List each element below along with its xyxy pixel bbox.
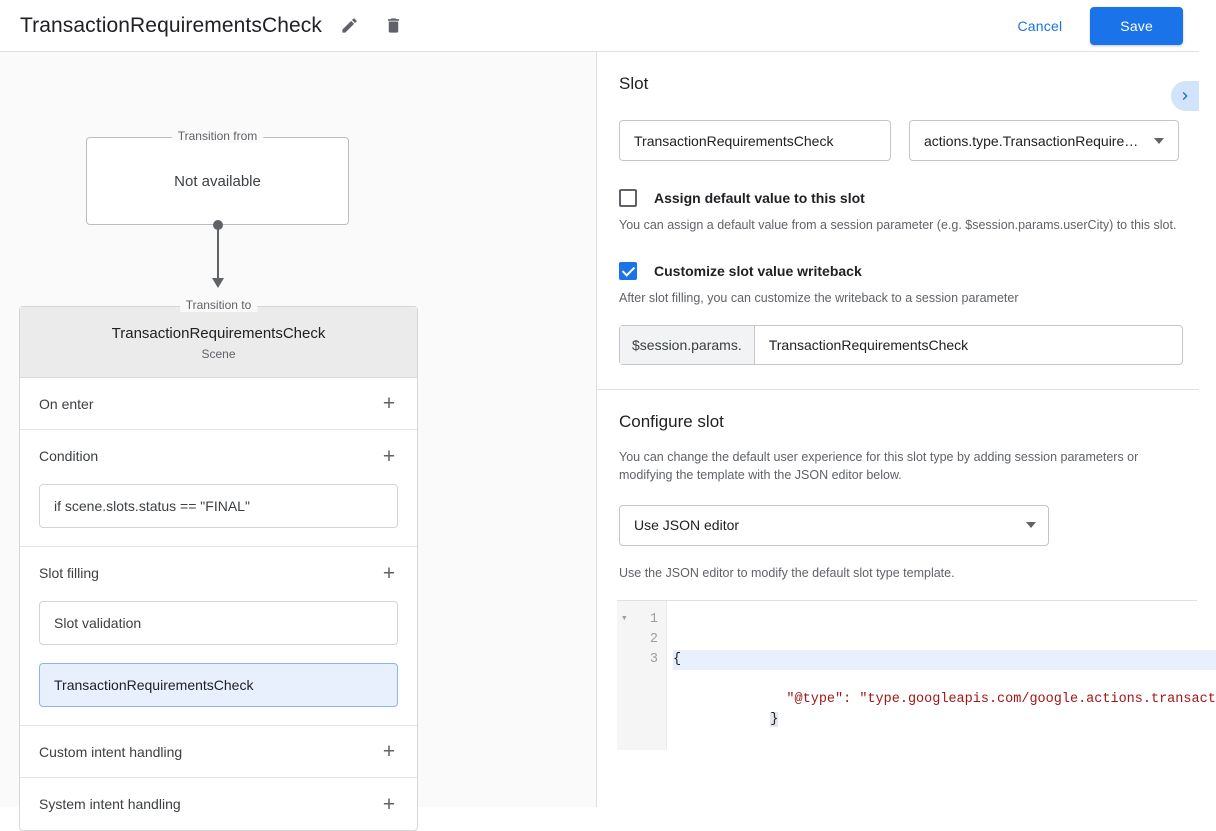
- configure-slot-title: Configure slot: [619, 412, 724, 432]
- editor-code[interactable]: [667, 601, 1216, 750]
- writeback-field[interactable]: [619, 325, 1183, 365]
- assign-default-value-label: Assign default value to this slot: [654, 190, 865, 206]
- section-on-enter[interactable]: [20, 378, 417, 430]
- main-body: [0, 52, 1216, 816]
- slot-fields-row: [619, 120, 1179, 161]
- customize-writeback-help: After slot filling, you can customize the writeback to a session parameter: [619, 291, 1019, 306]
- json-editor[interactable]: [617, 600, 1216, 750]
- scene-header[interactable]: [20, 307, 417, 378]
- graph-connector: [217, 220, 219, 296]
- section-title-condition: Condition: [39, 448, 99, 464]
- add-custom-intent-icon[interactable]: +: [382, 740, 396, 763]
- condition-item[interactable]: if scene.slots.status == "FINAL": [39, 484, 398, 528]
- cancel-button[interactable]: Cancel: [1004, 9, 1077, 43]
- editor-gutter: [617, 601, 667, 750]
- transition-from-node[interactable]: [86, 129, 349, 225]
- scene-type: Scene: [201, 347, 236, 361]
- slot-name-input[interactable]: TransactionRequirementsCheck: [619, 120, 891, 161]
- editor-mode-value: Use JSON editor: [634, 517, 740, 533]
- section-title-on-enter: On enter: [39, 395, 94, 412]
- scene-card: [19, 298, 418, 831]
- page-title: TransactionRequirementsCheck: [20, 13, 322, 37]
- chevron-down-icon: [1154, 138, 1164, 144]
- transition-from-value: Not available: [174, 172, 261, 190]
- add-condition-icon[interactable]: +: [382, 444, 396, 468]
- section-system-intent-handling[interactable]: [20, 778, 417, 830]
- connector-arrow: [212, 278, 224, 288]
- chevron-down-icon: [1026, 522, 1036, 528]
- fold-toggle-icon[interactable]: ▾: [621, 612, 628, 625]
- customize-writeback-checkbox[interactable]: [619, 262, 637, 280]
- writeback-prefix: $session.params.: [620, 326, 755, 364]
- add-slot-filling-icon[interactable]: +: [382, 561, 396, 585]
- transition-from-label: Transition from: [172, 129, 264, 143]
- editor-mode-select[interactable]: [619, 505, 1049, 546]
- trash-icon[interactable]: [376, 9, 410, 43]
- assign-default-value-help: You can assign a default value from a session parameter (e.g. $session.params.userCity) to this slot.: [619, 218, 1177, 232]
- scene-graph-pane: [0, 52, 597, 816]
- section-title-slot-filling: Slot filling: [39, 565, 99, 581]
- configure-slot-description: You can change the default user experience for this slot type by adding session parameters or modifying the template with the JSON editor below.: [619, 450, 1139, 483]
- connector-line: [217, 225, 219, 281]
- pencil-icon[interactable]: [332, 9, 366, 43]
- slot-item-validation[interactable]: Slot validation: [39, 601, 398, 645]
- customize-writeback-row[interactable]: [619, 262, 1179, 280]
- line-number: 1: [649, 611, 658, 627]
- save-button[interactable]: Save: [1090, 7, 1183, 45]
- assign-default-value-row[interactable]: [619, 189, 1179, 207]
- code-line: }: [770, 711, 779, 727]
- add-system-intent-icon[interactable]: +: [382, 792, 396, 816]
- scene-name: TransactionRequirementsCheck: [111, 325, 326, 342]
- code-line: {: [673, 650, 1216, 670]
- configure-slot-panel: [597, 390, 1216, 749]
- slot-panel: [597, 52, 1199, 365]
- section-title-custom-intent: Custom intent handling: [39, 743, 183, 760]
- section-title-system-intent: System intent handling: [39, 796, 181, 812]
- line-number: 2: [649, 631, 658, 647]
- code-line: "@type": "type.googleapis.com/google.actions.transact: [770, 691, 1216, 707]
- add-on-enter-icon[interactable]: +: [382, 392, 396, 415]
- section-custom-intent-handling[interactable]: [20, 726, 417, 778]
- slot-config-pane: [597, 52, 1216, 807]
- top-toolbar: [0, 0, 1199, 52]
- section-condition[interactable]: [20, 430, 417, 482]
- section-slot-filling[interactable]: [20, 547, 417, 599]
- assign-default-value-checkbox[interactable]: [619, 189, 637, 207]
- line-number: 3: [649, 651, 658, 667]
- slot-type-value: actions.type.TransactionRequire…: [924, 132, 1139, 149]
- slot-panel-title: Slot: [619, 74, 649, 93]
- chevron-right-icon[interactable]: [1171, 81, 1199, 111]
- transition-to-label: Transition to: [180, 298, 258, 312]
- customize-writeback-label: Customize slot value writeback: [654, 263, 862, 280]
- slot-item-transaction-requirements-check[interactable]: TransactionRequirementsCheck: [39, 663, 398, 707]
- writeback-input[interactable]: TransactionRequirementsCheck: [768, 337, 969, 354]
- editor-help-text: Use the JSON editor to modify the default slot type template.: [619, 565, 955, 580]
- slot-type-select[interactable]: [909, 120, 1179, 161]
